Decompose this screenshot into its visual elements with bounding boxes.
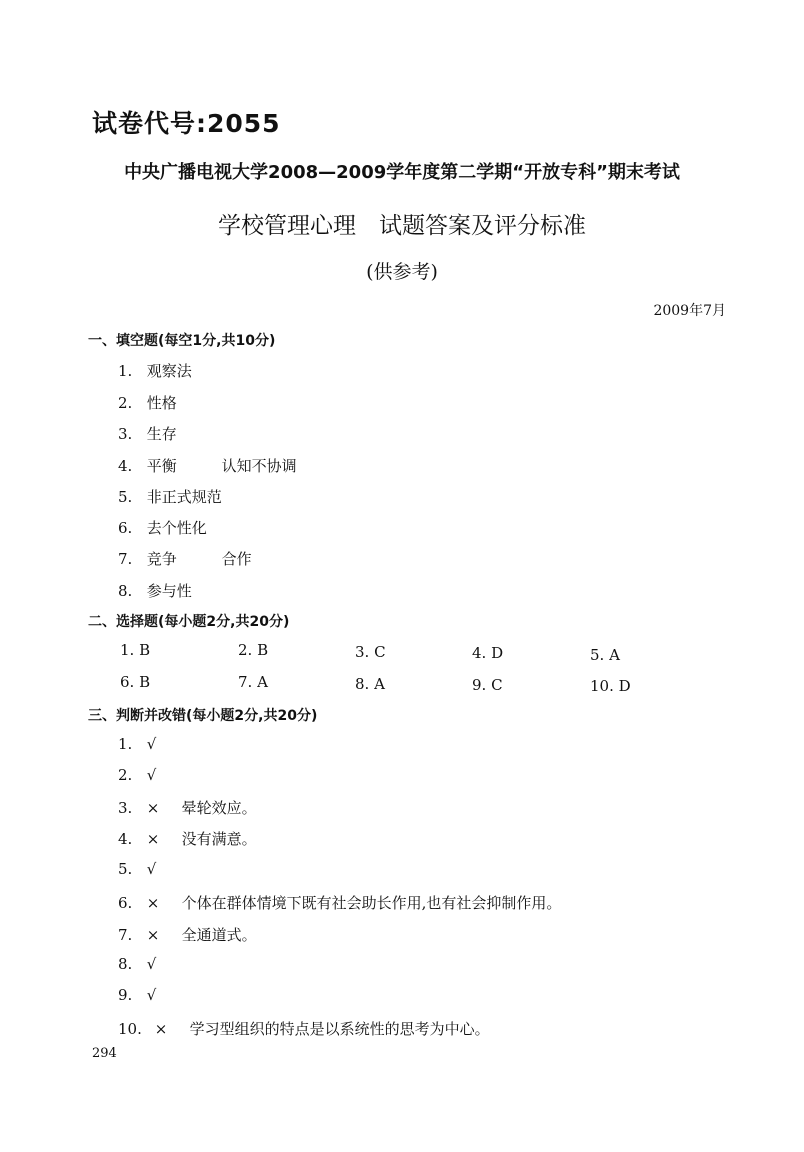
choice-answer-5: 5. A [590, 646, 620, 664]
item-number: 8. [118, 955, 133, 973]
check-mark-icon: √ [146, 766, 157, 784]
judge-answer-10 [118, 1018, 490, 1039]
judge-answer-1 [118, 735, 177, 753]
item-number: 5. [118, 488, 133, 506]
item-number: 3. [118, 425, 133, 443]
exam-header: 中央广播电视大学2008—2009学年度第二学期“开放专科”期末考试 [124, 162, 680, 183]
section-2-title: 二、选择题(每小题2分,共20分) [88, 614, 290, 630]
correction-text: 学习型组织的特点是以系统性的思考为中心。 [189, 1020, 490, 1038]
fill-answer-5 [118, 486, 222, 507]
section-3-title: 三、判断并改错(每小题2分,共20分) [88, 708, 318, 724]
item-number: 6. [118, 519, 133, 537]
item-number: 6. [118, 894, 133, 912]
answer-text: 平衡 [146, 457, 177, 475]
item-number: 4. [118, 457, 133, 475]
check-mark-icon: √ [146, 986, 157, 1004]
choice-answer-6: 6. B [120, 673, 151, 691]
document-subtitle: (供参考) [366, 261, 438, 283]
item-number: 4. [118, 830, 133, 848]
fill-answer-1 [118, 360, 192, 381]
item-number: 1. [118, 735, 133, 753]
correction-text: 个体在群体情境下既有社会助长作用,也有社会抑制作用。 [181, 894, 562, 912]
judge-answer-2 [118, 766, 177, 784]
fill-answer-2 [118, 392, 177, 413]
item-number: 8. [118, 582, 133, 600]
choice-answer-7: 7. A [238, 673, 268, 691]
check-mark-icon: √ [146, 955, 157, 973]
item-number: 7. [118, 550, 133, 568]
answer-text: 去个性化 [146, 519, 207, 537]
cross-mark-icon: × [146, 894, 160, 912]
page-number: 294 [92, 1046, 117, 1061]
answer-text: 非正式规范 [146, 488, 222, 506]
choice-answer-10: 10. D [590, 677, 631, 695]
fill-answer-3 [118, 423, 177, 444]
check-mark-icon: √ [146, 860, 157, 878]
item-number: 9. [118, 986, 133, 1004]
answer-text: 生存 [146, 425, 177, 443]
answer-text: 观察法 [146, 362, 192, 380]
cross-mark-icon: × [146, 926, 160, 944]
item-number: 2. [118, 766, 133, 784]
choice-answer-4: 4. D [472, 644, 504, 662]
document-title: 学校管理心理 试题答案及评分标准 [218, 213, 586, 239]
correction-text: 全通道式。 [181, 926, 257, 944]
cross-mark-icon: × [146, 830, 160, 848]
section-1-title: 一、填空题(每空1分,共10分) [88, 333, 276, 349]
answer-text: 性格 [146, 394, 177, 412]
fill-answer-8 [118, 580, 192, 601]
fill-answer-4 [118, 455, 297, 476]
judge-answer-4 [118, 828, 257, 849]
choice-answer-2: 2. B [238, 641, 269, 659]
answer-extra: 认知不协调 [221, 457, 297, 475]
check-mark-icon: √ [146, 735, 157, 753]
paper-code: 试卷代号:2055 [92, 109, 281, 138]
choice-answer-8: 8. A [355, 675, 385, 693]
correction-text: 没有满意。 [181, 830, 257, 848]
correction-text: 晕轮效应。 [181, 799, 257, 817]
judge-answer-7 [118, 924, 257, 945]
cross-mark-icon: × [154, 1020, 168, 1038]
answer-extra: 合作 [221, 550, 252, 568]
judge-answer-6 [118, 892, 561, 913]
choice-answer-1: 1. B [120, 641, 151, 659]
judge-answer-5 [118, 860, 177, 878]
choice-answer-9: 9. C [472, 676, 503, 694]
item-number: 5. [118, 860, 133, 878]
answer-text: 参与性 [146, 582, 192, 600]
item-number: 3. [118, 799, 133, 817]
judge-answer-3 [118, 797, 257, 818]
choice-answer-3: 3. C [355, 643, 386, 661]
item-number: 7. [118, 926, 133, 944]
item-number: 10. [118, 1020, 142, 1038]
fill-answer-7 [118, 548, 252, 569]
judge-answer-8 [118, 955, 177, 973]
item-number: 1. [118, 362, 133, 380]
cross-mark-icon: × [146, 799, 160, 817]
item-number: 2. [118, 394, 133, 412]
judge-answer-9 [118, 986, 177, 1004]
answer-text: 竞争 [146, 550, 177, 568]
document-date: 2009年7月 [653, 303, 726, 319]
fill-answer-6 [118, 517, 207, 538]
